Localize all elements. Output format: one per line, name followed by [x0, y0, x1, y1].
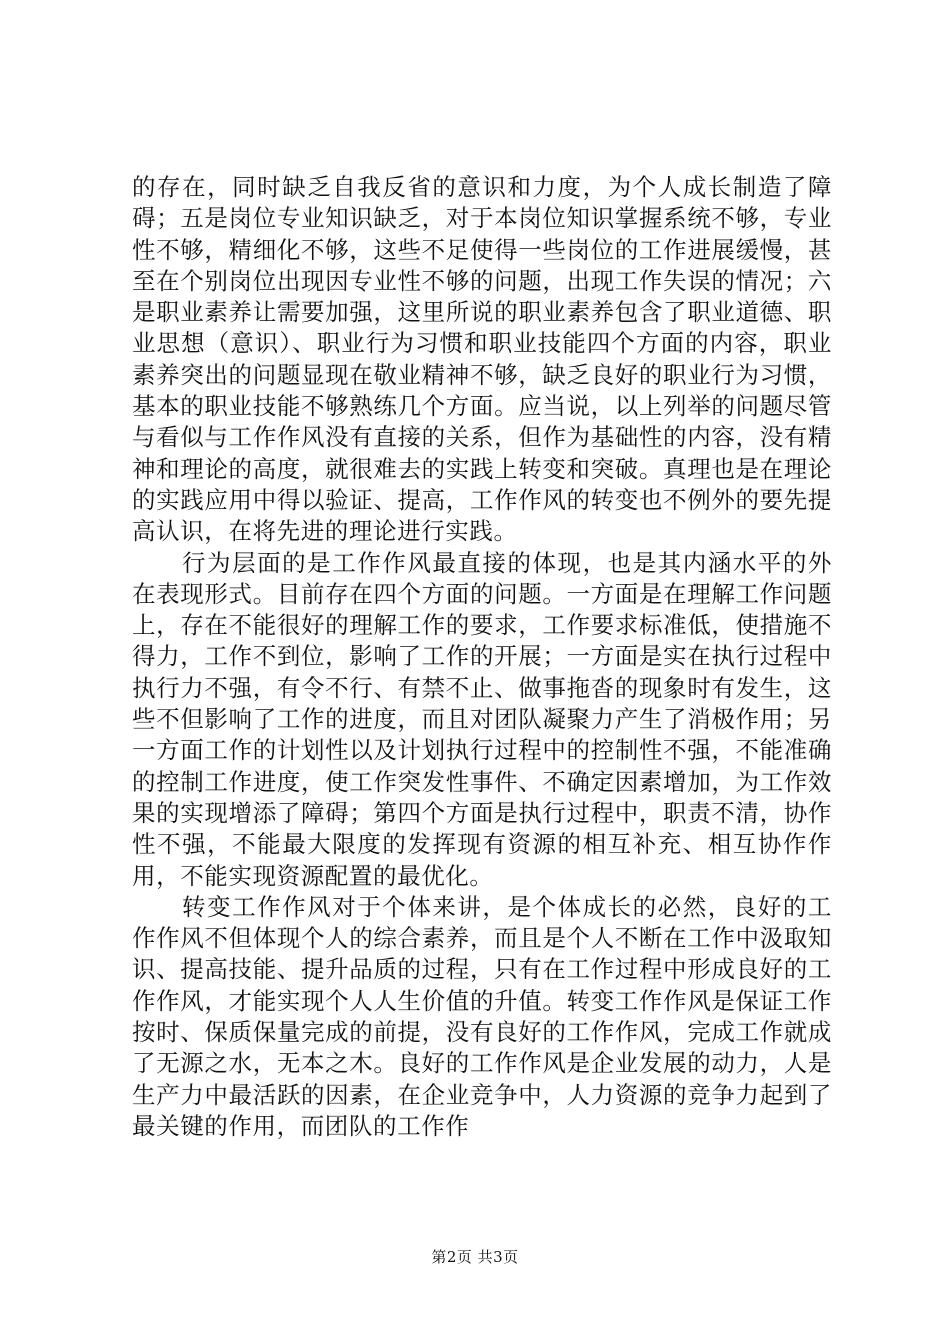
page-number: 第2页 共3页 [431, 1248, 519, 1266]
body-text [132, 172, 832, 1142]
paragraph-continuation: 的存在，同时缺乏自我反省的意识和力度，为个人成长制造了障碍；五是岗位专业知识缺乏，对于本岗位知识掌握系统不够，专业性不够，精细化不够，这些不足使得一些岗位的工作进展缓慢，甚至在个别岗位出现因专业性不够的问题，出现工作失误的情况；六是职业素养让需要加强，这里所说的职业素养包含了职业道德、职业思想（意识）、职业行为习惯和职业技能四个方面的内容，职业素养突出的问题显现在敬业精神不够，缺乏良好的职业行为习惯，基本的职业技能不够熟练几个方面。应当说，以上列举的问题尽管与看似与工作作风没有直接的关系，但作为基础性的内容，没有精神和理论的高度，就很难去的实践上转变和突破。真理也是在理论的实践应用中得以验证、提高，工作作风的转变也不例外的要先提高认识，在将先进的理论进行实践。 [132, 173, 832, 546]
paragraph-work-style-importance: 转变工作作风对于个体来讲，是个体成长的必然，良好的工作作风不但体现个人的综合素养，而且是个人不断在工作中汲取知识、提高技能、提升品质的过程，只有在工作过程中形成良好的工作作风，才能实现个人人生价值的升值。转变工作作风是保证工作按时、保质保量完成的前提，没有良好的工作作风，完成工作就成了无源之水，无本之木。良好的工作作风是企业发展的动力，人是生产力中最活跃的因素，在企业竞争中，人力资源的竞争力起到了最关键的作用，而团队的工作作 [132, 892, 832, 1140]
paragraph-behavior-issues: 行为层面的是工作作风最直接的体现，也是其内涵水平的外在表现形式。目前存在四个方面的问题。一方面是在理解工作问题上，存在不能很好的理解工作的要求，工作要求标准低，使措施不得力，工作不到位，影响了工作的开展；一方面是实在执行过程中执行力不强，有令不行、有禁不止、做事拖沓的现象时有发生，这些不但影响了工作的进度，而且对团队凝聚力产生了消极作用；另一方面工作的计划性以及计划执行过程中的控制性不强，不能准确的控制工作进度，使工作突发性事件、不确定因素增加，为工作效果的实现增添了障碍；第四个方面是执行过程中，职责不清，协作性不强，不能最大限度的发挥现有资源的相互补充、相互协作作用，不能实现资源配置的最优化。 [132, 548, 832, 890]
